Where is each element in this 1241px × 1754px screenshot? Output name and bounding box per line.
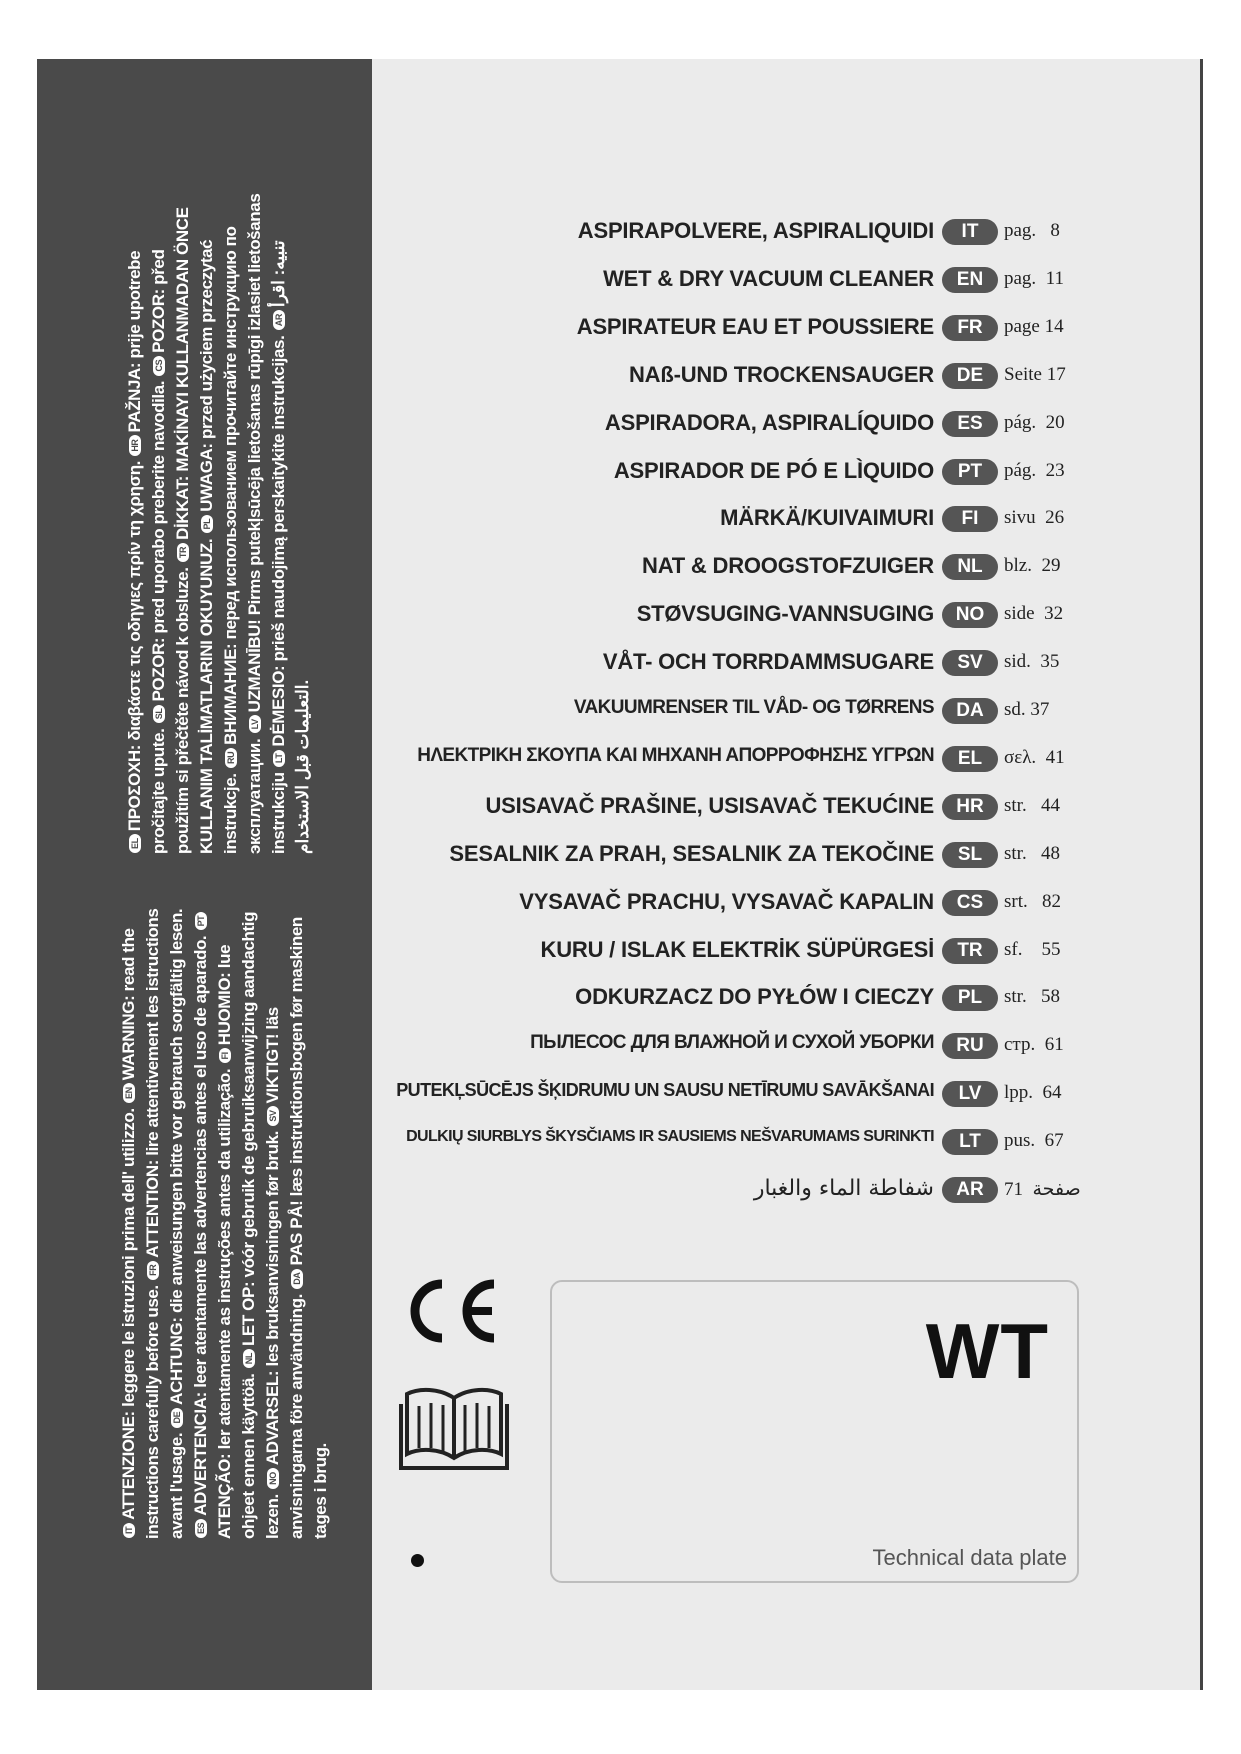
language-code-badge: NL bbox=[243, 1349, 255, 1368]
language-code-badge: AR bbox=[942, 1177, 998, 1203]
page-reference: Seite 17 bbox=[1004, 363, 1066, 385]
language-title: VÅT- OCH TORRDAMMSUGARE bbox=[602, 649, 934, 675]
page-reference: σελ. 41 bbox=[1004, 746, 1065, 768]
language-title: KURU / ISLAK ELEKTRİK SÜPÜRGESİ bbox=[540, 936, 934, 962]
language-title: ASPIRATEUR EAU ET POUSSIERE bbox=[576, 313, 934, 339]
language-code-badge: IT bbox=[942, 219, 998, 245]
language-code-badge: CS bbox=[153, 356, 165, 376]
warning-text: POZOR: před použitím si přečtěte návod k obsluze. bbox=[149, 249, 192, 854]
language-code-badge: FR bbox=[147, 1261, 159, 1280]
page-reference: pág. 23 bbox=[1004, 459, 1065, 481]
language-code-badge: PT bbox=[942, 459, 998, 485]
page-reference: lpp. 64 bbox=[1004, 1082, 1062, 1104]
language-code-badge: SV bbox=[267, 1106, 279, 1125]
warning-text: POZOR: pred uporabo preberite navodila. bbox=[149, 380, 168, 702]
warning-text: HUOMIO: lue ohjeet ennen käyttöä. bbox=[215, 944, 258, 1539]
language-code-badge: AR bbox=[273, 310, 285, 330]
page-reference: pus. 67 bbox=[1004, 1130, 1064, 1152]
language-row bbox=[372, 645, 1192, 681]
language-index-panel bbox=[372, 59, 1203, 1690]
language-code-badge: TR bbox=[942, 938, 998, 964]
language-code-badge: DA bbox=[291, 1269, 303, 1289]
warning-text: PAŽNJA: prije upotrebe pročitajte upute. bbox=[125, 250, 168, 854]
page-reference: pág. 20 bbox=[1004, 411, 1065, 433]
warning-text: DİKKAT: MAKİNAYI KULLANMADAN ÖNCE KULLANIM TALİMATLARINI OKUYUNUZ. bbox=[173, 207, 216, 854]
language-code-badge: CS bbox=[942, 890, 998, 916]
warnings-eastern-text bbox=[123, 184, 315, 854]
warnings-western-block bbox=[117, 899, 330, 1539]
language-row bbox=[372, 1076, 1192, 1112]
warning-text: UWAGA: przed użyciem przeczytać instrukcje. bbox=[197, 239, 240, 854]
language-row bbox=[372, 262, 1192, 298]
technical-data-plate bbox=[550, 1280, 1079, 1583]
language-code-badge: NL bbox=[942, 554, 998, 580]
warnings-eastern-block bbox=[123, 184, 312, 854]
language-code-badge: LT bbox=[942, 1129, 998, 1155]
language-row bbox=[372, 837, 1192, 873]
language-code-badge: SL bbox=[153, 705, 165, 724]
language-title: DULKIŲ SIURBLYS ŠKYSČIAMS IR SAUSIEMS NEŠVARUMAMS SURINKTI bbox=[406, 1128, 934, 1146]
warning-text: ATENÇÃO: ler atentamente as instruções antes da utilização. bbox=[215, 1068, 234, 1539]
language-code-badge: DE bbox=[171, 1408, 183, 1428]
language-row bbox=[372, 741, 1192, 777]
warning-text: ВНИМАНИЕ: перед использованием прочитайте инструкцию по эксплуатации. bbox=[221, 226, 264, 854]
language-title: ПЫЛЕСОС ДЛЯ ВЛАЖНОЙ И СУХОЙ УБОРКИ bbox=[530, 1032, 934, 1054]
language-code-badge: FI bbox=[942, 506, 998, 532]
language-title: ASPIRADOR DE PÓ E LÌQUIDO bbox=[613, 457, 934, 483]
language-code-badge: FR bbox=[942, 315, 998, 341]
language-row bbox=[372, 1124, 1192, 1160]
language-row bbox=[372, 885, 1192, 921]
language-title: USISAVAČ PRAŠINE, USISAVAČ TEKUĆINE bbox=[485, 792, 934, 818]
language-code-badge: ES bbox=[942, 411, 998, 437]
warning-text: UZMANĪBU! Pirms putekļsūcēja lietošanas rūpīgi izlasiet lietošanas instrukciju bbox=[245, 193, 288, 854]
warning-text: VIKTIGT! läs anvisningarna före användning. bbox=[263, 1007, 306, 1539]
language-row bbox=[372, 454, 1192, 490]
language-title: SESALNIK ZA PRAH, SESALNIK ZA TEKOČINE bbox=[449, 840, 934, 866]
language-code-badge: FI bbox=[219, 1048, 231, 1063]
language-code-badge: DE bbox=[942, 363, 998, 389]
page-reference: str. 44 bbox=[1004, 794, 1060, 816]
warning-text: WARNING: read the instructions carefully before use. bbox=[119, 928, 162, 1539]
language-code-badge: DA bbox=[942, 698, 998, 724]
language-code-badge: TR bbox=[177, 543, 189, 562]
page-reference: str. 58 bbox=[1004, 986, 1060, 1008]
language-code-badge: HR bbox=[942, 794, 998, 820]
bullet-dot bbox=[411, 1554, 424, 1567]
language-title: ODKURZACZ DO PYŁÓW I CIECZY bbox=[575, 984, 934, 1010]
language-row bbox=[372, 980, 1192, 1016]
page-reference: blz. 29 bbox=[1004, 555, 1061, 577]
page-reference: srt. 82 bbox=[1004, 890, 1061, 912]
language-title: PUTEKĻSŪCĒJS ŠĶIDRUMU UN SAUSU NETĪRUMU SAVĀKŠANAI bbox=[396, 1080, 934, 1101]
language-code-badge: PL bbox=[942, 985, 998, 1011]
language-title: STØVSUGING-VANNSUGING bbox=[636, 601, 934, 627]
page-reference: side 32 bbox=[1004, 603, 1064, 625]
language-code-badge: NO bbox=[942, 602, 998, 628]
language-code-badge: IT bbox=[123, 1523, 135, 1538]
language-code-badge: EL bbox=[942, 746, 998, 772]
ce-mark-icon bbox=[402, 1276, 502, 1346]
language-row bbox=[372, 597, 1192, 633]
language-row bbox=[372, 406, 1192, 442]
page-reference: str. 48 bbox=[1004, 842, 1060, 864]
language-code-badge: PL bbox=[201, 515, 213, 534]
warnings-western-text bbox=[117, 899, 333, 1539]
language-code-badge: HR bbox=[129, 435, 141, 455]
page-reference: صفحة 71 bbox=[1004, 1179, 1081, 1200]
language-code-badge: ES bbox=[195, 1519, 207, 1538]
language-code-badge: SV bbox=[942, 650, 998, 676]
warning-text: ΠΡΟΣΟΧΗ: διαβάστε τις οδηγιες πρίν τη χρηση. bbox=[125, 461, 144, 832]
language-title: ASPIRAPOLVERE, ASPIRALIQUIDI bbox=[577, 218, 934, 243]
language-row bbox=[372, 358, 1192, 394]
language-code-badge: NO bbox=[267, 1468, 279, 1489]
model-name: WT bbox=[925, 1307, 1049, 1395]
language-title: NAT & DROOGSTOFZUIGER bbox=[642, 553, 934, 579]
language-row bbox=[372, 310, 1192, 346]
language-row bbox=[372, 789, 1192, 825]
plate-caption: Technical data plate bbox=[872, 1545, 1067, 1570]
page-reference: sid. 35 bbox=[1004, 651, 1060, 673]
manual-cover bbox=[37, 59, 1203, 1690]
language-title: ΗΛΕΚΤΡΙΚΗ ΣΚΟΥΠΑ ΚΑΙ ΜΗΧΑΝΗ ΑΠΟΡΡΟΦΗΣΗΣ ΥΓΡΩΝ bbox=[417, 744, 934, 766]
language-row bbox=[372, 501, 1192, 537]
language-code-badge: LV bbox=[249, 715, 261, 733]
warning-text: LET OP: vóór gebruik de gebruiksaanwijzing aandachtig lezen. bbox=[239, 911, 282, 1539]
language-row bbox=[372, 214, 1192, 250]
read-manual-icon bbox=[399, 1384, 509, 1474]
language-row bbox=[372, 1172, 1192, 1208]
language-code-badge: LV bbox=[942, 1081, 998, 1107]
language-title: WET & DRY VACUUM CLEANER bbox=[603, 265, 934, 291]
language-row bbox=[372, 1028, 1192, 1064]
page-reference: sd. 37 bbox=[1004, 699, 1050, 720]
language-row bbox=[372, 933, 1192, 969]
language-row bbox=[372, 549, 1192, 585]
warning-text: ADVARSEL: les bruksanvisningen før bruk. bbox=[263, 1130, 282, 1466]
page-reference: стр. 61 bbox=[1004, 1034, 1064, 1056]
language-code-badge: SL bbox=[942, 842, 998, 868]
language-title: NAß-UND TROCKENSAUGER bbox=[628, 361, 934, 387]
language-code-badge: RU bbox=[225, 748, 237, 768]
language-title: MÄRKÄ/KUIVAIMURI bbox=[720, 505, 934, 531]
language-title: VYSAVAČ PRACHU, VYSAVAČ KAPALIN bbox=[519, 888, 934, 914]
warnings-sidebar bbox=[37, 59, 372, 1690]
warning-text: ATTENTION: lire attentivement les istructions avant l'usage. bbox=[143, 908, 186, 1539]
language-code-badge: EN bbox=[942, 267, 998, 293]
page-reference: pag. 11 bbox=[1004, 267, 1064, 289]
warning-text: تنبيه: اقرأ التعليمات قبل الاستخدام. bbox=[269, 240, 312, 854]
page-reference: pag. 8 bbox=[1004, 220, 1060, 241]
language-row bbox=[372, 693, 1192, 729]
language-title: شفاطة الماء والغبار bbox=[753, 1176, 934, 1201]
page-reference: page 14 bbox=[1004, 315, 1064, 337]
warning-text: DĖMESIO: prieš naudojimą perskaitykite instrukcijas. bbox=[269, 335, 288, 747]
language-code-badge: RU bbox=[942, 1033, 998, 1059]
language-title: VAKUUMRENSER TIL VÅD- OG TØRRENS bbox=[573, 697, 934, 718]
language-code-badge: LT bbox=[273, 750, 285, 768]
language-code-badge: EN bbox=[123, 1083, 135, 1103]
page-reference: sf. 55 bbox=[1004, 938, 1061, 960]
language-code-badge: PT bbox=[195, 912, 207, 931]
language-title: ASPIRADORA, ASPIRALÍQUIDO bbox=[604, 409, 934, 435]
warning-text: ATTENZIONE: leggere le istruzioni prima dell' utilizzo. bbox=[119, 1108, 138, 1520]
language-code-badge: EL bbox=[129, 834, 141, 853]
warning-text: PAS PÅ! læs instruktionsbogen før maskinen tages i brug. bbox=[287, 917, 330, 1539]
page-reference: sivu 26 bbox=[1004, 507, 1065, 529]
warning-text: ADVERTENCIA: leer atentamente las advertencias antes el uso de aparado. bbox=[191, 935, 210, 1516]
warning-text: ACHTUNG: die anweisungen bitte vor gebrauch sorgfältig lesen. bbox=[167, 908, 186, 1405]
